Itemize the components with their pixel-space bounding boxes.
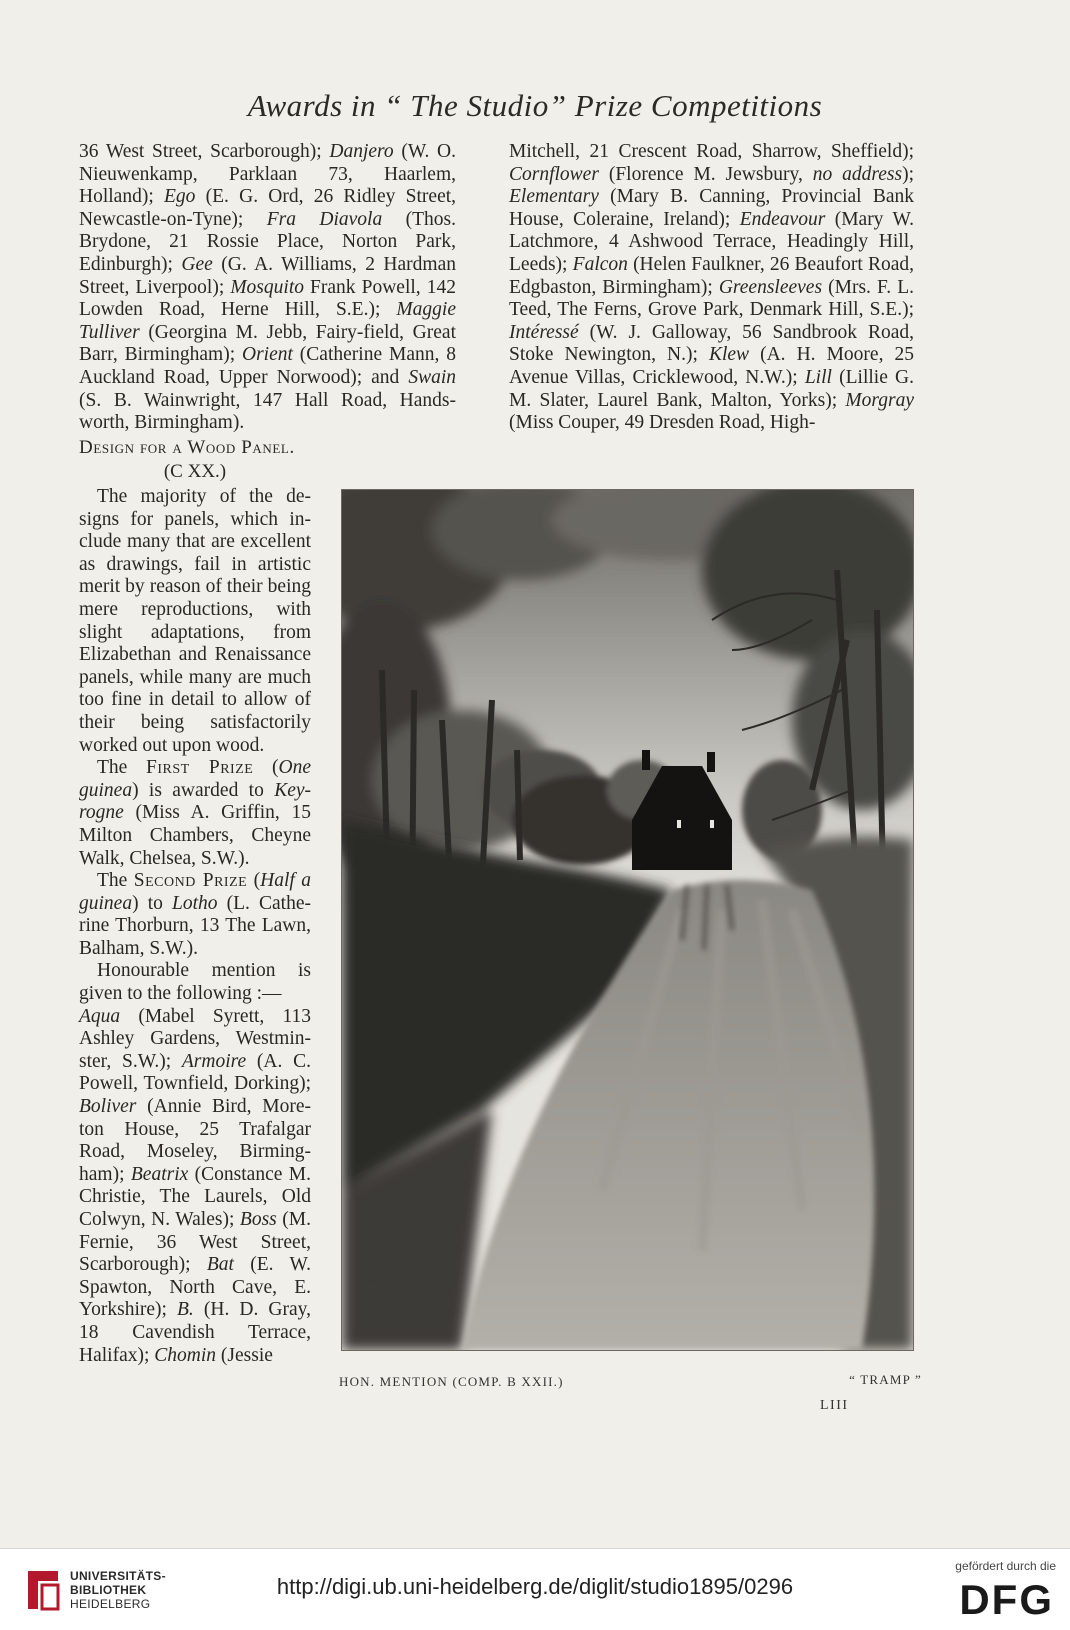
text-run: (W. J. Galloway, 56 Sandbrook Road, Stoke Newington, N.); — [509, 321, 914, 366]
text-run: (Georgina M. Jebb, Fairy-field, Great Barr, Birmingham); — [79, 321, 456, 366]
page-title: Awards in “ The Studio” Prize Competitions — [247, 88, 823, 123]
source-url-link[interactable]: http://digi.ub.uni-heidelberg.de/diglit/studio1895/0296 — [276, 1574, 794, 1599]
text-run: (Helen Faulkner, 26 Beaufort Road, Edgbaston, Birmingham); — [509, 253, 914, 298]
text-run: (A. C. Powell, Townfield, Dorking); — [79, 1050, 311, 1095]
italic-run: Aqua — [79, 1005, 121, 1027]
left-top-paragraph — [79, 141, 456, 435]
narrow-paragraph — [79, 486, 311, 757]
text-run: (Thos. Brydone, 21 Rossie Place, Norton Park, Edinburgh); — [79, 208, 456, 275]
text-run: (A. H. Moore, 25 Avenue Villas, Cricklewood, N.W.); — [509, 344, 914, 388]
text-run: The — [97, 870, 134, 892]
text-run: (M. Fernie, 36 West Street, Scarborough); — [79, 1209, 311, 1276]
library-name-line: UNIVERSITÄTS- — [70, 1569, 166, 1583]
text-run: ); — [902, 163, 915, 185]
text-run: (Mary B. Canning, Provincial Bank House, Coleraine, Ireland); — [509, 186, 914, 230]
right-column-top-text — [509, 141, 914, 435]
text-run: (E. W. Spawton, North Cave, E. Yorkshire); — [79, 1254, 312, 1321]
italic-run: Boss — [239, 1209, 277, 1230]
text-run: The majority of the de-signs for panels, which in-clude many that are excellent as drawings, fail in artistic merit by reason of their being mere reproductions, with slight adaptations, from Elizabethan and Renaissance panels, while many are much too fine in detail to allow of their being satisfactorily worked out upon wood. — [79, 486, 311, 756]
chimney-left — [642, 750, 650, 770]
text-run: (Miss Couper, 49 Dresden Road, High- — [509, 412, 816, 434]
text-run: (Constance M. Christie, The Laurels, Old Colwyn, N. Wales); — [79, 1163, 311, 1230]
left-column-top-text — [79, 141, 456, 435]
italic-run: Gee — [181, 253, 213, 275]
italic-run: Half a guinea — [79, 870, 311, 914]
italic-run: Danjero — [329, 141, 394, 162]
text-run: Honourable mention is given to the following :— — [79, 960, 311, 1005]
text-run: ) to — [132, 892, 172, 914]
section-heading: Design for a Wood Panel. — [79, 437, 295, 458]
tramp-illustration — [342, 490, 913, 1350]
italic-run: Falcon — [572, 253, 628, 275]
italic-run: One guinea — [79, 757, 311, 801]
narrow-column-text — [79, 486, 311, 1367]
text-run: (Catherine Mann, 8 Auckland Road, Upper Norwood); and — [79, 344, 456, 388]
italic-run: Endeavour — [739, 208, 826, 230]
text-run: The — [97, 757, 146, 779]
text-run: (Miss A. Griffin, 15 Milton Chambers, Cheyne Walk, Chelsea, S.W.). — [79, 802, 311, 869]
italic-run: Orient — [242, 344, 293, 366]
page-number: LIII — [820, 1398, 849, 1413]
funding-note: gefördert durch die — [955, 1559, 1056, 1573]
narrow-paragraph — [79, 960, 311, 1005]
text-run: (Florence M. Jewsbury, — [598, 163, 813, 185]
italic-run: Beatrix — [130, 1163, 189, 1185]
text-run: (Mrs. F. L. Teed, The Ferns, Grove Park, Denmark Hill, S.E.); — [509, 276, 915, 321]
lit-window — [677, 820, 681, 828]
text-run: (Lillie G. M. Slater, Laurel Bank, Malton, Yorks); — [509, 366, 914, 411]
text-run: ) is awarded to — [132, 779, 275, 801]
illustration-caption-right: “ TRAMP ” — [849, 1372, 922, 1387]
section-subheading: (C XX.) — [163, 461, 227, 482]
italic-run: Chomin — [154, 1344, 217, 1366]
illustration-caption-left: HON. MENTION (COMP. B XXII.) — [339, 1374, 564, 1389]
text-run: (S. B. Wainwright, 147 Hall Road, Hands-worth, Birmingham). — [79, 389, 456, 434]
narrow-paragraph — [79, 757, 311, 870]
narrow-paragraph — [79, 1006, 311, 1368]
narrow-paragraph — [79, 870, 311, 960]
italic-run: Armoire — [181, 1050, 247, 1072]
small-caps-run: First Prize — [146, 757, 254, 779]
italic-run: Lotho — [171, 892, 218, 914]
chimney-right — [707, 752, 715, 772]
italic-run: Key-rogne — [79, 779, 311, 824]
italic-run: Intéressé — [509, 321, 579, 343]
italic-run: no address — [812, 163, 903, 185]
text-run: (Mary W. Latchmore, 4 Ashwood Terrace, Headingly Hill, Leeds); — [509, 208, 914, 275]
text-run: (W. O. Nieuwenkamp, Parklaan 73, Haarlem, Holland); — [79, 141, 456, 208]
text-run: (Jessie — [216, 1344, 273, 1366]
right-top-paragraph — [509, 141, 914, 435]
text-run: (E. G. Ord, 26 Ridley Street, Newcastle-on-Tyne); — [79, 186, 457, 230]
text-run: ( — [253, 757, 279, 779]
italic-run: Greensleeves — [718, 276, 823, 298]
text-run: Frank Powell, 142 Lowden Road, Herne Hill, S.E.); — [79, 276, 456, 321]
library-name-line: BIBLIOTHEK — [70, 1583, 147, 1597]
italic-run: Cornflower — [509, 163, 599, 185]
text-run: (H. D. Gray, 18 Cavendish Terrace, Halifax); — [79, 1299, 311, 1366]
italic-run: Mosquito — [230, 276, 304, 298]
italic-run: Ego — [163, 186, 196, 208]
text-run: ( — [247, 870, 261, 892]
dfg-logo: DFG — [959, 1576, 1054, 1623]
text-run: (Mabel Syrett, 113 Ashley Gardens, Westmin-ster, S.W.); — [79, 1005, 311, 1072]
text-run: Mitchell, 21 Crescent Road, Sharrow, Sheffield); — [509, 141, 914, 162]
lit-window — [710, 820, 714, 828]
italic-run: Bat — [206, 1254, 234, 1276]
illustration-plate — [341, 489, 914, 1351]
italic-run: Morgray — [845, 389, 914, 411]
italic-run: Swain — [408, 366, 456, 388]
small-caps-run: Second Prize — [133, 870, 248, 892]
italic-run: Boliver — [79, 1096, 137, 1118]
text-run: (Annie Bird, More-ton House, 25 Trafalgar Road, Moseley, Birming-ham); — [79, 1096, 311, 1185]
text-run: 36 West Street, Scarborough); — [79, 141, 330, 162]
library-name-line: HEIDELBERG — [70, 1597, 151, 1611]
italic-run: Lill — [804, 366, 832, 388]
text-run: (L. Cathe-rine Thorburn, 13 The Lawn, Balham, S.W.). — [79, 892, 311, 959]
digitization-footer — [0, 1548, 1070, 1630]
italic-run: Elementary — [509, 186, 599, 208]
italic-run: Klew — [708, 344, 750, 366]
italic-run: B. — [177, 1299, 194, 1321]
italic-run: Maggie Tulliver — [79, 299, 456, 343]
artist-monogram: B·AC — [356, 1274, 383, 1286]
text-run: (G. A. Williams, 2 Hardman Street, Liverpool); — [79, 253, 456, 298]
italic-run: Fra Diavola — [266, 208, 383, 230]
